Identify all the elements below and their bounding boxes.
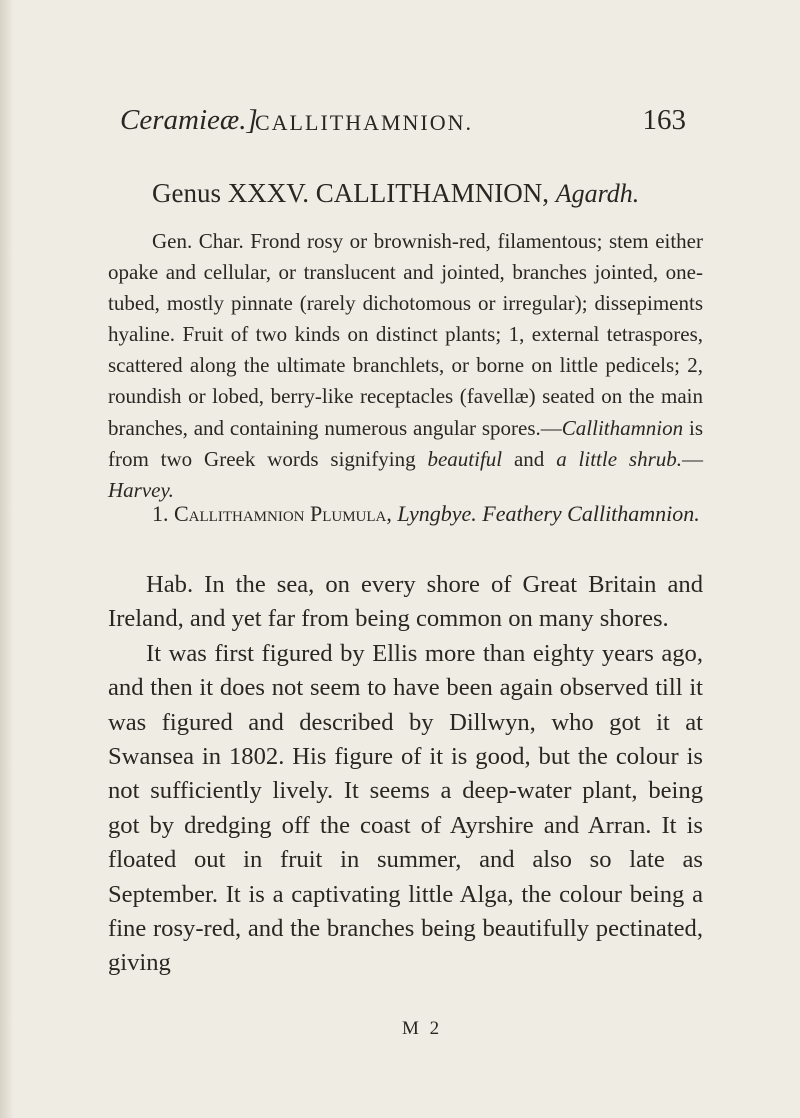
genus-heading <box>152 178 639 209</box>
history-paragraph: It was first figured by Ellis more than eighty years ago, and then it does not seem to have been again observed till it was figured and described by Dillwyn, who got it at Swansea in 1802. His figure of it is good, but the colour is not sufficiently lively. It seems a deep-water plant, being got by dredging off the coast of Ayrshire and Arran. It is floated out in fruit in summer, and also so late as September. It is a captivating little Alga, the colour being a fine rosy-red, and the branches being beautifully pectinated, giving <box>108 639 703 977</box>
page-edge-shadow <box>0 0 14 1118</box>
species-author: Lyngbye. <box>391 501 477 526</box>
char-text-4: — <box>682 446 704 471</box>
species-heading <box>108 498 703 530</box>
species-name: Callithamnion Plumula, <box>174 501 392 526</box>
genus-author: Agardh. <box>555 179 640 208</box>
running-title: CALLITHAMNION. <box>255 110 474 135</box>
etymology-name: Callithamnion <box>561 415 684 440</box>
section-title: Ceramieæ.] <box>120 104 258 136</box>
char-text-3: and <box>502 446 557 471</box>
char-text-2: is from two Greek words signifying <box>108 415 703 471</box>
species-common-name: Feathery Callithamnion. <box>476 501 700 526</box>
char-text-1: Gen. Char. Frond rosy or brownish-red, filamentous; stem either opake and cellular, or translucent and jointed, branches jointed, one-tubed, mostly pinnate (rarely dichotomous or irregular); dissepiments hyaline. Fruit of two kinds on distinct plants; 1, external tetraspores, scattered along the ultimate branchlets, or borne on little pedicels; 2, roundish or lobed, berry-like receptacles (favellæ) seated on the main branches, and containing numerous angular spores.— <box>108 229 703 440</box>
etymology-word-2: a little shrub. <box>556 446 683 471</box>
signature-mark: M 2 <box>402 1018 443 1039</box>
habitat-section <box>108 568 703 981</box>
habitat-paragraph: Hab. In the sea, on every shore of Great Britain and Ireland, and yet far from being common on many shores. <box>108 571 703 633</box>
genus-title: Genus XXXV. CALLITHAMNION, <box>152 178 549 208</box>
page-number: 163 <box>642 104 686 136</box>
generic-characters-paragraph <box>108 226 703 506</box>
species-number: 1. <box>152 501 174 526</box>
etymology-authority: Harvey. <box>108 477 174 502</box>
etymology-word-1: beautiful <box>427 446 503 471</box>
running-header <box>120 104 686 144</box>
